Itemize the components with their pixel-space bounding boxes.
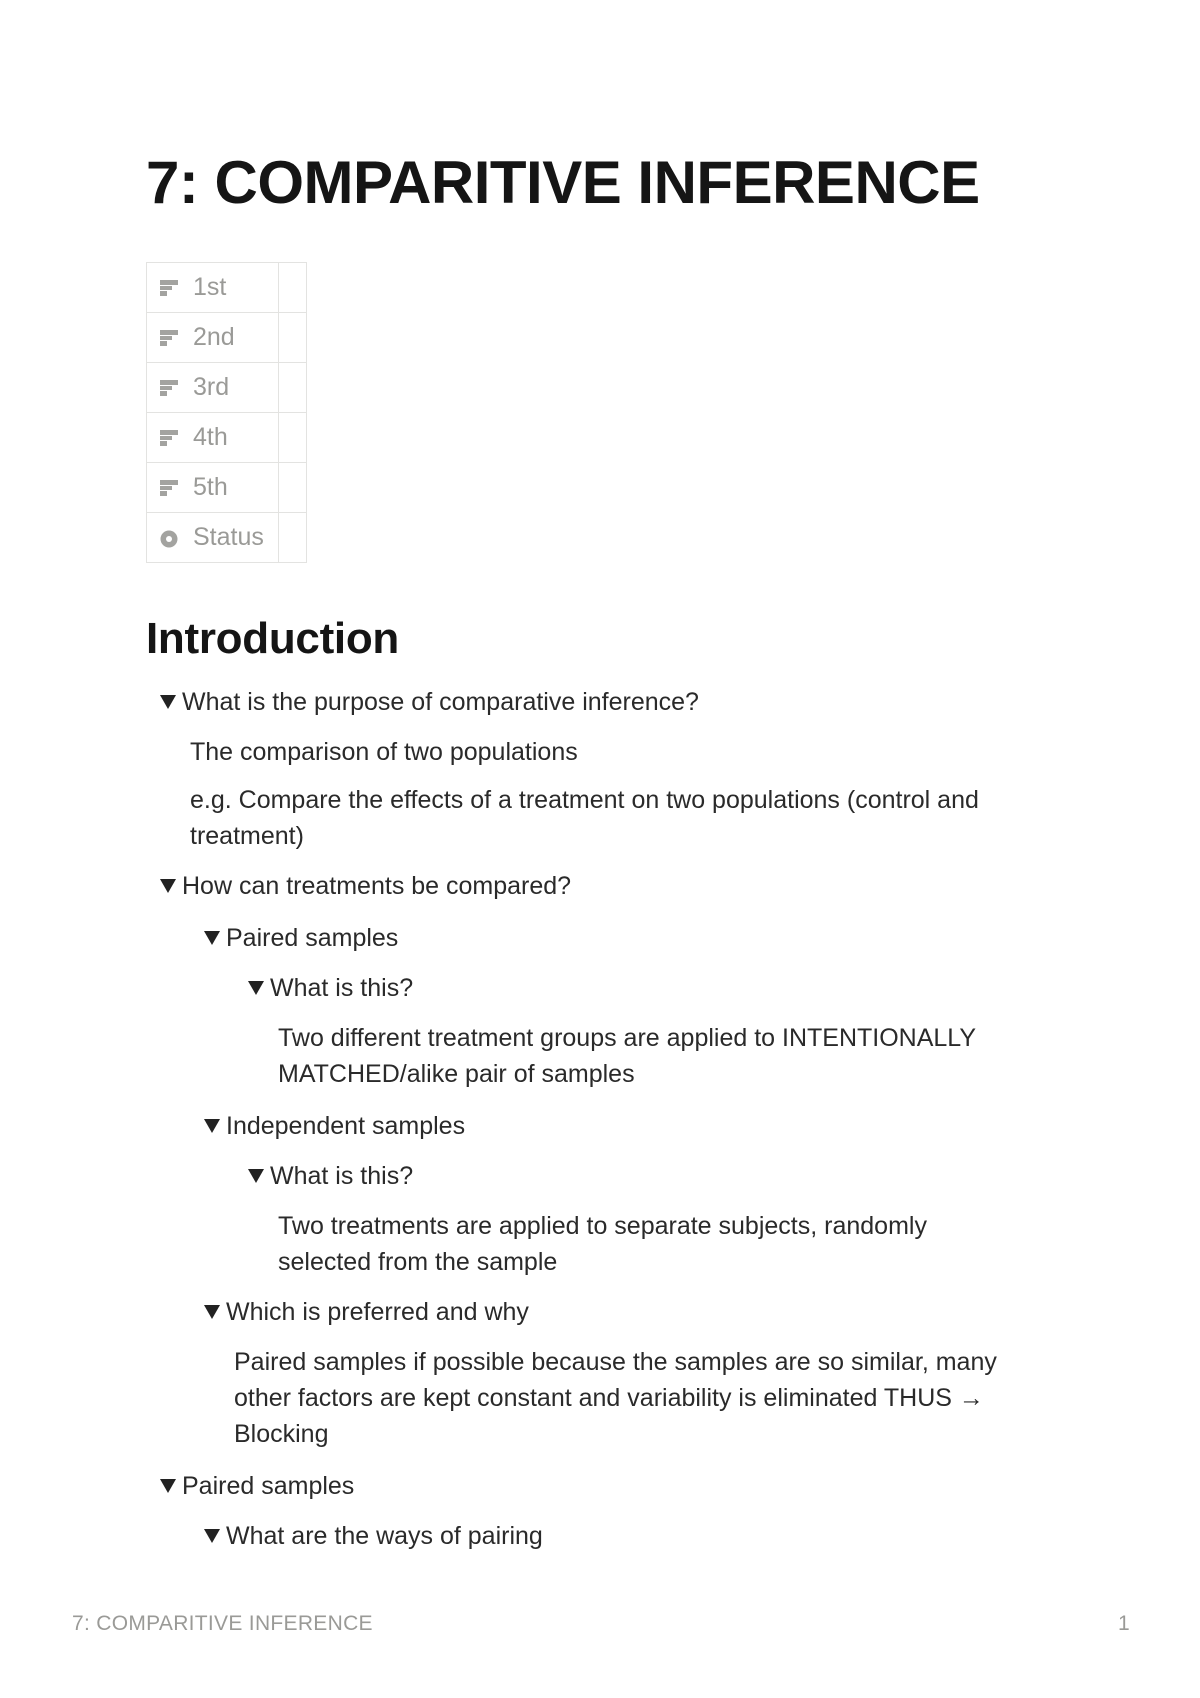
text-property-icon [159,478,179,498]
text-property-icon [159,378,179,398]
toggle-triangle-icon[interactable] [204,1529,220,1543]
page-number: 1 [1118,1612,1130,1635]
property-row[interactable] [147,513,307,563]
answer-text: Blocking [234,1420,329,1448]
toggle-triangle-icon[interactable] [160,695,176,709]
property-value[interactable] [279,313,307,363]
toggle-ways-of-pairing[interactable] [204,1518,543,1554]
property-label: 1st [193,273,227,301]
property-value[interactable] [279,463,307,513]
answer-text: e.g. Compare the effects of a treatment on two populations (control and [190,786,979,814]
toggle-triangle-icon[interactable] [248,1169,264,1183]
toggle-compare[interactable] [160,868,571,904]
toggle-independent-samples[interactable] [204,1108,465,1144]
toggle-triangle-icon[interactable] [248,981,264,995]
toggle-label: Paired samples [226,924,399,952]
toggle-label: What is the purpose of comparative inference? [182,688,699,716]
answer-text: MATCHED/alike pair of samples [278,1060,635,1088]
toggle-label: What is this? [270,974,414,1002]
toggle-label: Which is preferred and why [226,1298,529,1326]
toggle-label: What are the ways of pairing [226,1522,543,1550]
toggle-paired-samples-2[interactable] [160,1468,354,1504]
answer-text: other factors are kept constant and variability is eliminated THUS → [234,1384,984,1412]
property-row[interactable] [147,413,307,463]
toggle-which-preferred[interactable] [204,1294,529,1330]
text-property-icon [159,428,179,448]
answer-text: Two different treatment groups are applied to INTENTIONALLY [278,1024,977,1052]
answer-text: selected from the sample [278,1248,558,1276]
property-label: 4th [193,423,228,451]
property-row[interactable] [147,313,307,363]
answer-text: treatment) [190,822,304,850]
toggle-triangle-icon[interactable] [160,1479,176,1493]
properties-table [146,262,307,563]
toggle-triangle-icon[interactable] [160,879,176,893]
toggle-label: Paired samples [182,1472,355,1500]
property-value[interactable] [279,513,307,563]
toggle-paired-samples[interactable] [204,920,398,956]
property-label: Status [193,523,264,551]
section-heading: Introduction [146,614,400,663]
property-label: 2nd [193,323,235,351]
property-row[interactable] [147,263,307,313]
footer-title: 7: COMPARITIVE INFERENCE [72,1612,373,1635]
toggle-label: How can treatments be compared? [182,872,572,900]
toggle-label: Independent samples [226,1112,466,1140]
property-value[interactable] [279,413,307,463]
answer-text: Paired samples if possible because the samples are so similar, many [234,1348,997,1376]
property-value[interactable] [279,263,307,313]
text-property-icon [159,278,179,298]
toggle-purpose[interactable] [160,684,699,720]
toggle-label: What is this? [270,1162,414,1190]
property-value[interactable] [279,363,307,413]
toggle-what-is-this[interactable] [248,970,413,1006]
toggle-triangle-icon[interactable] [204,1119,220,1133]
answer-text: The comparison of two populations [190,738,578,766]
status-property-icon [159,528,179,548]
answer-text: Two treatments are applied to separate subjects, randomly [278,1212,927,1240]
property-row[interactable] [147,463,307,513]
toggle-what-is-this[interactable] [248,1158,413,1194]
property-row[interactable] [147,363,307,413]
property-label: 5th [193,473,228,501]
page-title: 7: COMPARITIVE INFERENCE [146,149,980,216]
property-label: 3rd [193,373,230,401]
text-property-icon [159,328,179,348]
toggle-triangle-icon[interactable] [204,931,220,945]
toggle-triangle-icon[interactable] [204,1305,220,1319]
